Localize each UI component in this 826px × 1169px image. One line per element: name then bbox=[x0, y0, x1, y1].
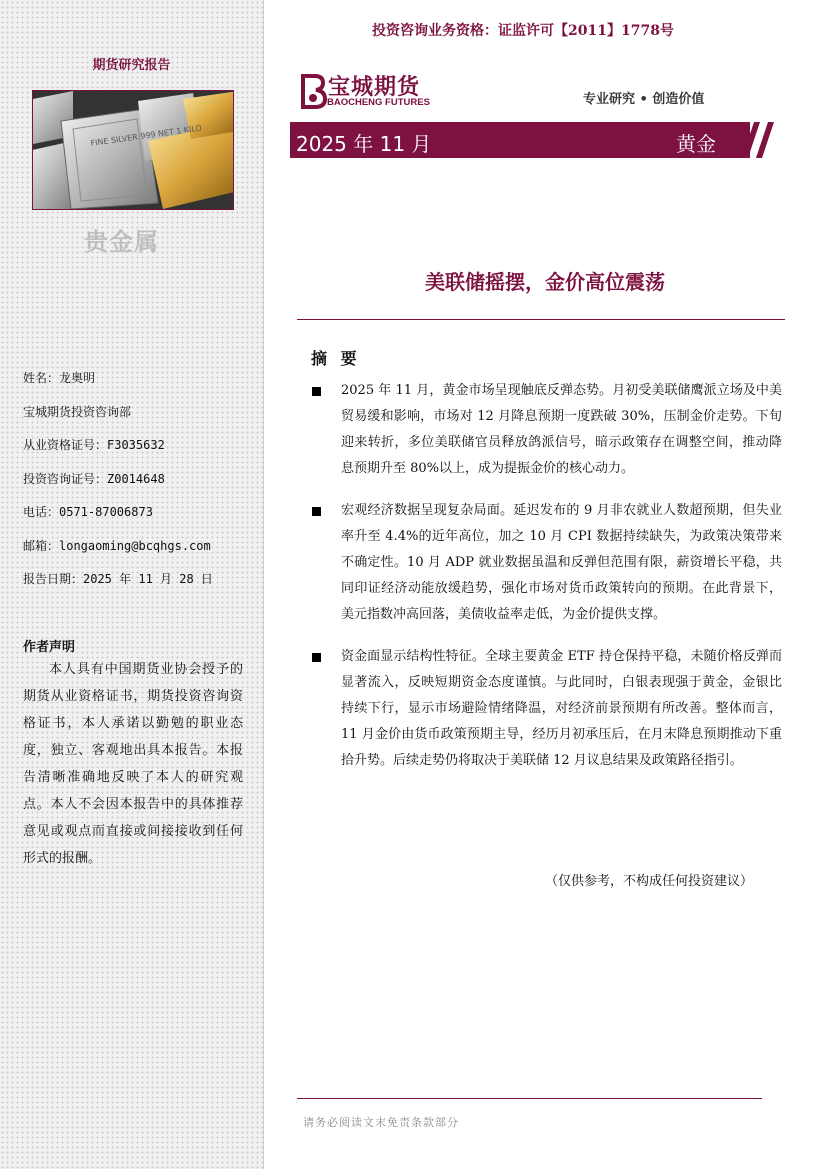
logo-english: BAOCHENG FUTURES bbox=[327, 97, 430, 108]
square-bullet-icon bbox=[312, 507, 321, 516]
report-type: 期货研究报告 bbox=[92, 58, 171, 73]
analyst-name: 姓名：龙奥明 bbox=[23, 371, 96, 385]
analyst-info bbox=[23, 370, 253, 605]
sector-label: 贵金属 bbox=[84, 228, 159, 256]
banner-topic: 黄金 bbox=[676, 132, 716, 156]
divider bbox=[297, 319, 785, 320]
abstract-item-text: 资金面显示结构性特征。全球主要黄金 ETF 持仓保持平稳，未随价格反弹而显著流入，反映短期资金态度谨慎。与此同时，白银表现强于黄金，金银比持续下行，显示市场避险情绪降温，对经济前景预期有所改善。整体而言，11 月金价由货币政策预期主导，经历月初承压后，在月末降息预期推动下重拾升势。后续走势仍将取决于美联储 12 月议息结果及政策路径指引。 bbox=[341, 649, 782, 768]
abstract-list bbox=[312, 378, 782, 790]
logo-chinese: 宝城期货 bbox=[328, 75, 421, 100]
banner-stripes-icon bbox=[724, 122, 784, 158]
report-title: 美联储摇摆，金价高位震荡 bbox=[425, 270, 665, 294]
banner-date: 2025 年 11 月 bbox=[296, 132, 432, 156]
qualification-text: 投资咨询业务资格：证监许可【2011】1778号 bbox=[372, 23, 674, 39]
abstract-item bbox=[312, 378, 782, 482]
sidebar bbox=[0, 0, 264, 1169]
footer-divider bbox=[297, 1098, 762, 1099]
footer-notice: 请务必阅读文末免责条款部分 bbox=[303, 1116, 459, 1129]
declaration-body: 本人具有中国期货业协会授予的期货从业资格证书，期货投资咨询资格证书，本人承诺以勤勉的职业态度，独立、客观地出具本报告。本报告清晰准确地反映了本人的研究观点。本人不会因本报告中的具体推荐意见或观点而直接或间接接收到任何形式的报酬。 bbox=[23, 662, 243, 866]
square-bullet-icon bbox=[312, 387, 321, 396]
abstract-item-text: 2025 年 11 月，黄金市场呈现触底反弹态势。月初受美联储鹰派立场及中美贸易缓和影响，市场对 12 月降息预期一度跌破 30%，压制金价走势。下旬迎来转折，多位美联储官员释放鸽派信号，暗示政策存在调整空间，推动降息预期升至 80%以上，成为提振金价的核心动力。 bbox=[341, 383, 782, 476]
abstract-item bbox=[312, 498, 782, 628]
phone: 电话：0571-87006873 bbox=[23, 505, 153, 519]
bar-text: FINE SILVER 999 NET 1 KILO bbox=[90, 123, 203, 148]
bullion-bars-image bbox=[33, 91, 233, 209]
slogan: 专业研究 • 创造价值 bbox=[583, 92, 705, 107]
email: 邮箱：longaoming@bcqhgs.com bbox=[23, 538, 211, 553]
report-date: 报告日期：2025 年 11 月 28 日 bbox=[23, 572, 213, 586]
department: 宝城期货投资咨询部 bbox=[23, 404, 132, 419]
disclaimer: （仅供参考，不构成任何投资建议） bbox=[545, 874, 754, 889]
advisory-license: 投资咨询证号：Z0014648 bbox=[23, 471, 165, 486]
practice-license: 从业资格证号：F3035632 bbox=[23, 438, 165, 452]
declaration-title: 作者声明 bbox=[23, 640, 76, 655]
abstract-item bbox=[312, 644, 782, 774]
abstract-title: 摘 要 bbox=[311, 349, 361, 368]
square-bullet-icon bbox=[312, 653, 321, 662]
abstract-item-text: 宏观经济数据呈现复杂局面。延迟发布的 9 月非农就业人数超预期，但失业率升至 4.4%的近年高位，加之 10 月 CPI 数据持续缺失，为政策决策带来不确定性。10 月 ADP 就业数据虽温和反弹但范围有限，薪资增长平稳，共同印证经济动能放缓趋势，强化市场对货币政策转向的预期。在此背景下，美元指数冲高回落，美债收益率走低，为金价提供支撑。 bbox=[341, 503, 782, 622]
cover-photo bbox=[32, 90, 234, 210]
